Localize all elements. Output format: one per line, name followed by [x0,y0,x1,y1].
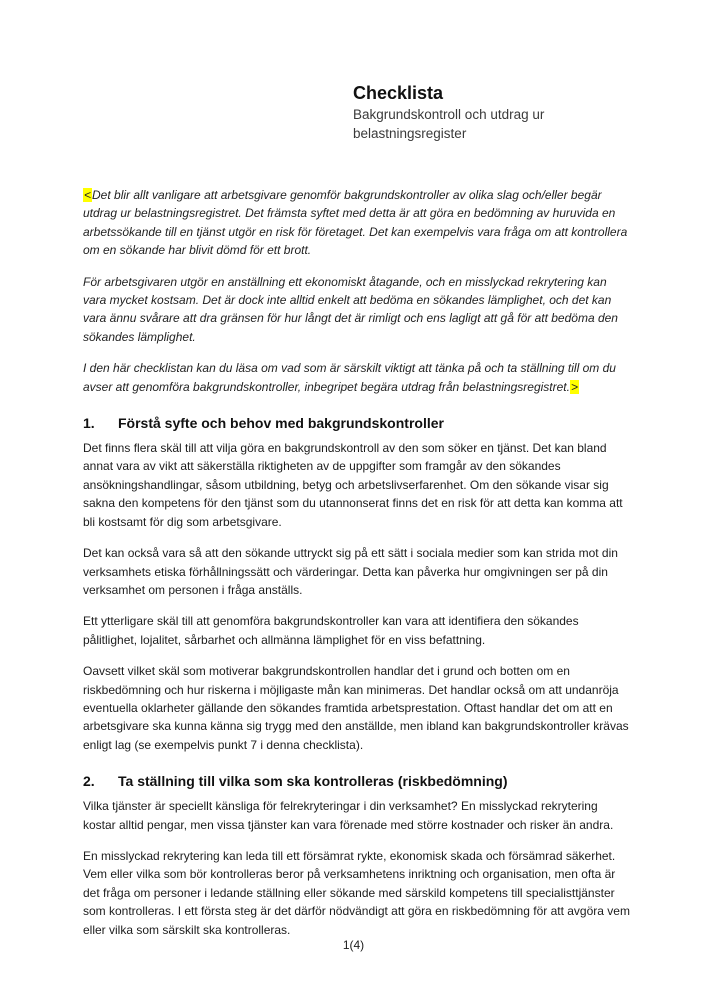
section-2-heading [83,771,630,792]
page-footer [0,938,707,952]
intro-paragraph-1-text: Det blir allt vanligare att arbetsgivare genomför bakgrundskontroller av olika slag och/eller begär utdrag ur belastningsregistret. Det främsta syftet med detta är att göra en bedömning av huruvida en arbetssökande till en tjänst utgör en risk för företaget. Det kan exempelvis vara fråga om att kontrollera om en sökande har blivit dömd för ett brott. [83,188,628,258]
document-title: Checklista [353,83,444,103]
section-2-number: 2. [83,773,95,790]
section-2-title: Ta ställning till vilka som ska kontrolleras (riskbedömning) [118,773,508,790]
document-header [353,83,593,143]
section-1-title: Förstå syfte och behov med bakgrundskontroller [118,415,444,432]
highlight-close-mark: > [570,379,578,394]
section-1-number: 1. [83,415,95,432]
intro-paragraph-2: För arbetsgivaren utgör en anställning ett ekonomiskt åtagande, och en misslyckad rekrytering kan vara mycket kostsam. Det är dock inte alltid enkelt att bedöma en sökandes lämplighet, och det kan vara ännu svårare att dra gränsen för hur långt det är rimligt och ens lagligt att gå för att bedöma den sökandes lämplighet. [83,274,618,344]
section-1-paragraph-2: Det kan också vara så att den sökande uttryckt sig på ett sätt i sociala medier som kan strida mot din verksamhets etiska förhållningssätt och värderingar. Detta kan påverka hur omgivningen ser på din verksamhet om personen i fråga anställs. [83,546,618,597]
section-1-paragraph-4: Oavsett vilket skäl som motiverar bakgrundskontrollen handlar det i grund och botten om en riskbedömning och hur riskerna i möjligaste mån kan minimeras. Det handlar också om att undanröja eventuella oklarheter gällande den sökandes framtida arbetsprestation. Oftast handlar det om att en arbetsgivare ska kunna känna sig trygg med den anställde, men ibland kan bakgrundskontroller krävas enligt lag (se exempelvis punkt 7 i denna checklista). [83,664,629,752]
section-1 [83,413,630,754]
section-1-heading [83,413,630,434]
intro-paragraph-1 [83,186,630,260]
section-2 [83,771,630,939]
document-body [83,186,630,952]
highlight-open-mark: < [84,188,92,202]
intro-section [83,186,630,396]
section-1-paragraph-1: Det finns flera skäl till att vilja göra en bakgrundskontroll av den som söker en tjänst. Det kan bland annat vara av vikt att säkerställa riktigheten av de uppgifter som framgår av den sökandes ansökningshandlingar, såsom utbildning, betyg och arbetslivserfarenhet. Om den sökande visar sig sakna den kompetens för den tjänst som du utannonserat finns det en risk för att detta kan komma att bli kostsamt för dig som arbetsgivare. [83,441,623,529]
section-2-paragraph-1: Vilka tjänster är speciellt känsliga för felrekryteringar i din verksamhet? En misslyckad rekrytering kostar alltid pengar, men vissa tjänster kan vara förenade med större kostnader och risker än andra. [83,799,614,832]
intro-paragraph-3-text: I den här checklistan kan du läsa om vad som är särskilt viktigt att tänka på och ta ställning till om du avser att genomföra bakgrundskontroller, inbegripet begära utdrag från belastningsregistret. [83,361,616,394]
section-2-paragraph-2: En misslyckad rekrytering kan leda till ett försämrat rykte, ekonomisk skada och försämrad säkerhet. Vem eller vilka som bör kontrolleras beror på verksamhetens inriktning och organisation, men ofta är det fråga om personer i ledande ställning eller sökande med särskild kompetens till specialisttjänster som kontrolleras. I ett första steg är det därför nödvändigt att göra en riskbedömning för att avgöra vem eller vilka som särskilt ska kontrolleras. [83,848,630,937]
document-subtitle: Bakgrundskontroll och utdrag ur belastningsregister [353,107,545,141]
section-1-paragraph-3: Ett ytterligare skäl till att genomföra bakgrundskontroller kan vara att identifiera den sökandes pålitlighet, lojalitet, sårbarhet och allmänna lämplighet för en viss befattning. [83,614,579,647]
page-number: 1(4) [342,938,365,952]
intro-paragraph-3 [83,359,630,396]
